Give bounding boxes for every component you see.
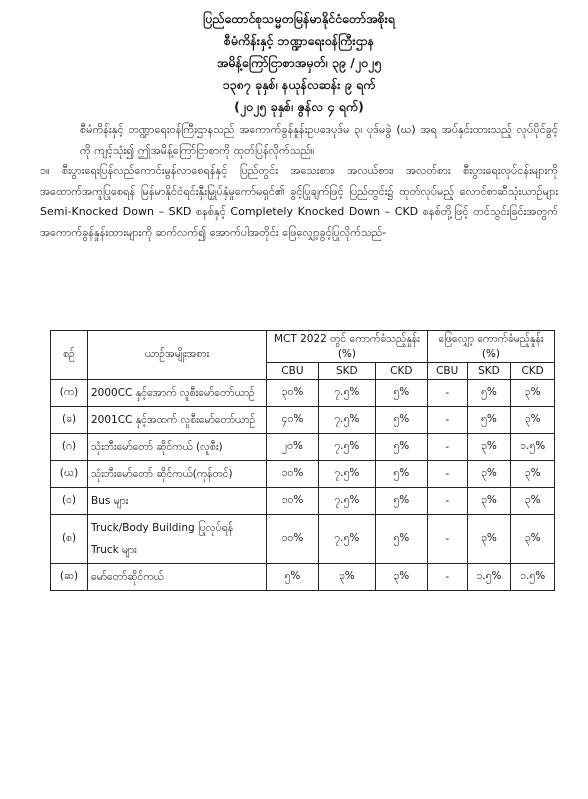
cell-relief-skd: ၅%: [467, 407, 511, 434]
cell-mct-cbu: ၂၀%: [266, 434, 318, 461]
subheader-skd: SKD: [318, 363, 375, 380]
col-group-relief: ဖြေလျှော့ ကောက်ခံမည့်နှုန်း (%): [427, 331, 554, 363]
cell-relief-skd: ၃%: [467, 461, 511, 488]
cell-mct-skd: ၇.၅%: [318, 407, 375, 434]
cell-mct-cbu: ၁၀%: [266, 515, 318, 564]
cell-relief-skd: ၃%: [467, 515, 511, 564]
cell-mct-ckd: ၃%: [375, 564, 427, 591]
cell-mct-ckd: ၅%: [375, 515, 427, 564]
cell-mct-cbu: ၄၀%: [266, 407, 318, 434]
cell-relief-ckd: ၃%: [511, 515, 555, 564]
cell-mct-cbu: ၃၀%: [266, 380, 318, 407]
paragraph-1: [40, 161, 558, 243]
table-row: [51, 564, 555, 591]
cell-relief-cbu: -: [427, 515, 467, 564]
cell-mct-skd: ၇.၅%: [318, 434, 375, 461]
table-row: [51, 407, 555, 434]
row-vehicle-type: မော်တော်ဆိုင်ကယ်: [88, 564, 267, 591]
document-body: [40, 120, 558, 243]
table-row: [51, 461, 555, 488]
row-number: (က): [51, 380, 88, 407]
row-vehicle-type: Bus များ: [88, 488, 267, 515]
cell-relief-ckd: ၃%: [511, 407, 555, 434]
cell-mct-cbu: ၅%: [266, 564, 318, 591]
row-number: (ဆ): [51, 564, 88, 591]
cell-mct-ckd: ၅%: [375, 407, 427, 434]
col-group-mct2022: MCT 2022 တွင် ကောက်ခံသည့်နှုန်း (%): [266, 331, 427, 363]
col-header-no: စဉ်: [51, 331, 88, 380]
row-vehicle-type: သုံးဘီးမော်တော် ဆိုင်ကယ်(ကုန်တင်): [88, 461, 267, 488]
row-vehicle-type: 2000CC နှင့်အောက် လူစီးမော်တော်ယာဉ်: [88, 380, 267, 407]
subheader-cbu: CBU: [427, 363, 467, 380]
subheader-ckd: CKD: [511, 363, 555, 380]
cell-relief-skd: ၃%: [467, 488, 511, 515]
row-vehicle-type: 2001CC နှင့်အထက် လူစီးမော်တော်ယာဉ်: [88, 407, 267, 434]
col-header-vehicle-type: ယာဉ်အမျိုးအစား: [88, 331, 267, 380]
header-government: ပြည်ထောင်စုသမ္မတမြန်မာနိုင်ငံတော်အစိုးရ: [203, 11, 395, 26]
header-myanmar-date: ၁၃၈၇ ခုနှစ်၊ နယုန်လဆန်း ၉ ရက်: [222, 77, 376, 92]
cell-relief-cbu: -: [427, 380, 467, 407]
row-number: (ဃ): [51, 461, 88, 488]
header-ministry: စီမံကိန်းနှင့် ဘဏ္ဍာရေးဝန်ကြီးဌာန: [223, 33, 375, 48]
row-vehicle-type: သုံးဘီးမော်တော် ဆိုင်ကယ် (လူစီး): [88, 434, 267, 461]
table-row: [51, 488, 555, 515]
cell-relief-cbu: -: [427, 461, 467, 488]
table-row: [51, 380, 555, 407]
row-number: (စ): [51, 515, 88, 564]
cell-mct-skd: ၇.၅%: [318, 380, 375, 407]
cell-mct-ckd: ၅%: [375, 380, 427, 407]
cell-relief-skd: ၁.၅%: [467, 564, 511, 591]
row-number: (ခ): [51, 407, 88, 434]
subheader-ckd: CKD: [375, 363, 427, 380]
subheader-skd: SKD: [467, 363, 511, 380]
cell-mct-skd: ၇.၅%: [318, 461, 375, 488]
tariff-table: [50, 330, 555, 591]
cell-mct-cbu: ၁၀%: [266, 488, 318, 515]
table-row: [51, 515, 555, 564]
cell-relief-skd: ၅%: [467, 380, 511, 407]
paragraph-number: ၁။: [40, 164, 50, 177]
table-row: [51, 434, 555, 461]
row-number: (င): [51, 488, 88, 515]
row-vehicle-type: Truck/Body Building ပြုလုပ်ရန် Truck များ: [88, 515, 267, 564]
cell-relief-ckd: ၁.၅%: [511, 434, 555, 461]
cell-mct-ckd: ၅%: [375, 434, 427, 461]
cell-mct-cbu: ၁၀%: [266, 461, 318, 488]
cell-mct-skd: ၇.၅%: [318, 515, 375, 564]
cell-relief-skd: ၃%: [467, 434, 511, 461]
header-notification-no: အမိန့်ကြော်ငြာစာအမှတ်၊ ၃၉ /၂၀၂၅: [216, 55, 382, 70]
cell-relief-cbu: -: [427, 407, 467, 434]
paragraph-1-text: စီးပွားရေးပြန်လည်ကောင်းမွန်လာစေရန်နှင့် ပြည်တွင်း အသေးစား၊ အလယ်စား၊ အလတ်စား စီးပွားရေးလုပ်ငန်းများကို အထောက်အကူပြုစေရန် မြန်မာနိုင်ငံရင်းနှီးမြှုပ်နှံမှုကော်မရှင်၏ ခွင့်ပြုချက်ဖြင့် ပြည်တွင်း၌ ထုတ်လုပ်မည့် လောင်စာဆီသုံးယာဉ်များ Semi-Knocked Down – SKD စနစ်နှင့် Completely Knocked Down – CKD စနစ်တို့ဖြင့် တင်သွင်းခြင်းအတွက် အကောက်ခွန်နှုန်းထားများကို ဆက်လက်၍ အောက်ပါအတိုင်း ဖြေလျှော့ခွင့်ပြုလိုက်သည်-: [40, 164, 559, 239]
cell-relief-cbu: -: [427, 434, 467, 461]
cell-mct-skd: ၇.၅%: [318, 488, 375, 515]
paragraph-intro: စီမံကိန်းနှင့် ဘဏ္ဍာရေးဝန်ကြီးဌာနသည် အကောက်ခွန်နှုန်းဥပဒေပုဒ်မ ၃၊ ပုဒ်မခွဲ (ဃ) အရ အပ်နှင်းထားသည့် လုပ်ပိုင်ခွင့်ကို ကျင့်သုံး၍ ဤအမိန့်ကြော်ငြာစာကို ထုတ်ပြန်လိုက်သည်။: [80, 123, 558, 157]
cell-relief-ckd: ၁.၅%: [511, 564, 555, 591]
cell-mct-ckd: ၅%: [375, 488, 427, 515]
row-number: (ဂ): [51, 434, 88, 461]
subheader-cbu: CBU: [266, 363, 318, 380]
cell-relief-cbu: -: [427, 488, 467, 515]
cell-mct-ckd: ၅%: [375, 461, 427, 488]
cell-relief-ckd: ၃%: [511, 461, 555, 488]
cell-relief-ckd: ၃%: [511, 488, 555, 515]
cell-mct-skd: ၃%: [318, 564, 375, 591]
header-gregorian-date: (၂၀၂၅ ခုနှစ်၊ ဇွန်လ ၄ ရက်): [234, 99, 364, 114]
cell-relief-ckd: ၃%: [511, 380, 555, 407]
cell-relief-cbu: -: [427, 564, 467, 591]
document-header: [40, 8, 558, 118]
